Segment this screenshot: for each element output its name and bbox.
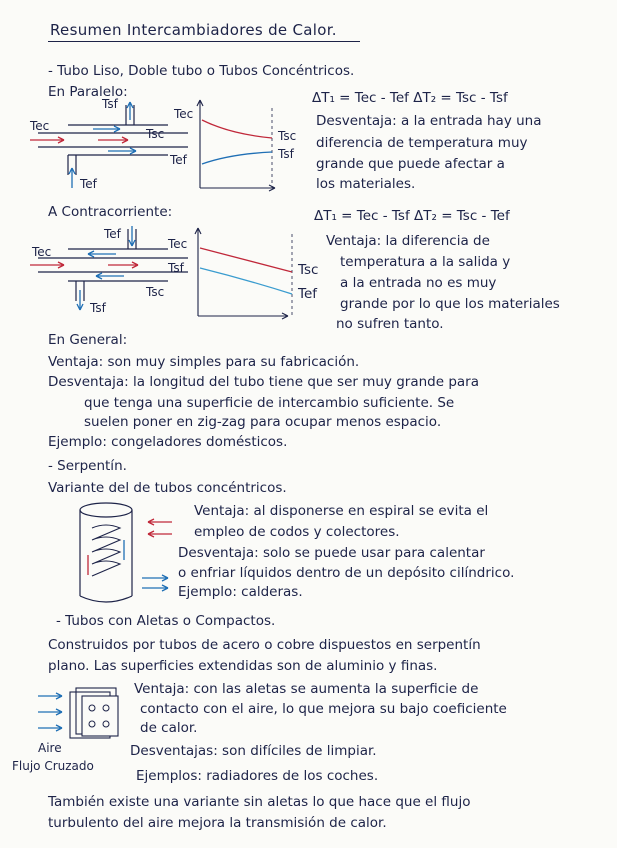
contra-diagram-tsc: Tsc	[146, 285, 165, 299]
page-title: Resumen Intercambiadores de Calor.	[50, 21, 337, 39]
contra-graph-tsc: Tsc	[298, 262, 319, 278]
title-underline	[48, 41, 360, 42]
paralelo-diagram-tsc: Tsc	[146, 127, 165, 141]
general-line-4: suelen poner en zig-zag para ocupar menos espacio.	[84, 414, 442, 430]
contra-graph-tef: Tef	[298, 286, 318, 302]
aletas-line-3: de calor.	[140, 720, 198, 736]
aletas-aire-label: Aire	[38, 741, 62, 755]
aletas-line-1: Ventaja: con las aletas se aumenta la superficie de	[134, 681, 479, 697]
paralelo-desventaja-2: diferencia de temperatura muy	[316, 135, 528, 151]
aletas-line-5: Ejemplos: radiadores de los coches.	[136, 768, 379, 784]
serpentin-line-5: Ejemplo: calderas.	[178, 584, 303, 600]
section-tubo-liso-heading: - Tubo Liso, Doble tubo o Tubos Concéntricos.	[48, 63, 355, 79]
serpentin-line-1: Ventaja: al disponerse en espiral se evita el	[194, 503, 489, 519]
paralelo-desventaja-1: Desventaja: a la entrada hay una	[316, 113, 542, 129]
paralelo-desventaja-4: los materiales.	[316, 176, 416, 192]
serpentin-line-2: empleo de codos y colectores.	[194, 524, 400, 540]
contracorriente-formula: ΔT₁ = Tec - Tsf ΔT₂ = Tsc - Tef	[314, 208, 510, 224]
general-line-1: Ventaja: son muy simples para su fabricación.	[48, 354, 360, 370]
serpentin-line-3: Desventaja: solo se puede usar para calentar	[178, 545, 485, 561]
contra-graph-tec: Tec	[168, 237, 188, 251]
paralelo-graph-tsf: Tsf	[278, 147, 294, 161]
general-line-3: que tenga una superficie de intercambio suficiente. Se	[84, 395, 455, 411]
aletas-line-4: Desventajas: son difíciles de limpiar.	[130, 743, 377, 759]
contra-ventaja-5: no sufren tanto.	[336, 316, 444, 332]
paralelo-temperature-graph	[170, 98, 305, 193]
aletas-compact-diagram	[36, 686, 126, 742]
serpentin-line-4: o enfriar líquidos dentro de un depósito cilíndrico.	[178, 565, 515, 581]
contracorriente-tube-diagram	[28, 224, 188, 316]
aletas-line-2: contacto con el aire, lo que mejora su bajo coeficiente	[140, 701, 507, 717]
contracorriente-temperature-graph	[168, 226, 303, 321]
paralelo-graph-tsc: Tsc	[278, 129, 297, 143]
contra-diagram-tsf: Tsf	[90, 301, 106, 315]
contra-ventaja-3: a la entrada no es muy	[340, 275, 497, 291]
paralelo-diagram-tsf: Tsf	[102, 97, 118, 111]
paralelo-graph-tef: Tef	[170, 153, 187, 167]
serpentin-coil-diagram	[76, 500, 176, 610]
paralelo-graph-tec: Tec	[174, 107, 194, 121]
contra-graph-tsf: Tsf	[168, 261, 184, 275]
general-line-2: Desventaja: la longitud del tubo tiene que ser muy grande para	[48, 374, 479, 390]
paralelo-diagram-tef: Tef	[80, 177, 97, 191]
paralelo-diagram-tec: Tec	[30, 119, 50, 133]
aletas-intro-1: Construidos por tubos de acero o cobre dispuestos en serpentín	[48, 637, 481, 653]
contra-ventaja-1: Ventaja: la diferencia de	[326, 233, 490, 249]
contracorriente-label: A Contracorriente:	[48, 204, 173, 220]
paralelo-formula: ΔT₁ = Tec - Tef ΔT₂ = Tsc - Tsf	[312, 90, 508, 106]
general-line-5: Ejemplo: congeladores domésticos.	[48, 434, 288, 450]
aletas-final-2: turbulento del aire mejora la transmisión de calor.	[48, 815, 387, 831]
paralelo-desventaja-3: grande que puede afectar a	[316, 156, 505, 172]
paralelo-tube-diagram	[28, 97, 188, 192]
contra-diagram-tef: Tef	[104, 227, 121, 241]
aletas-heading: - Tubos con Aletas o Compactos.	[56, 613, 276, 629]
contra-ventaja-4: grande por lo que los materiales	[340, 296, 560, 312]
paralelo-label: En Paralelo:	[48, 84, 128, 100]
aletas-flujo-label: Flujo Cruzado	[12, 759, 94, 773]
contra-ventaja-2: temperatura a la salida y	[340, 254, 511, 270]
serpentin-subheading: Variante del de tubos concéntricos.	[48, 480, 287, 496]
aletas-intro-2: plano. Las superficies extendidas son de aluminio y finas.	[48, 658, 438, 674]
contra-diagram-tec: Tec	[32, 245, 52, 259]
general-heading: En General:	[48, 332, 128, 348]
serpentin-heading: - Serpentín.	[48, 458, 127, 474]
aletas-final-1: También existe una variante sin aletas lo que hace que el flujo	[48, 794, 471, 810]
